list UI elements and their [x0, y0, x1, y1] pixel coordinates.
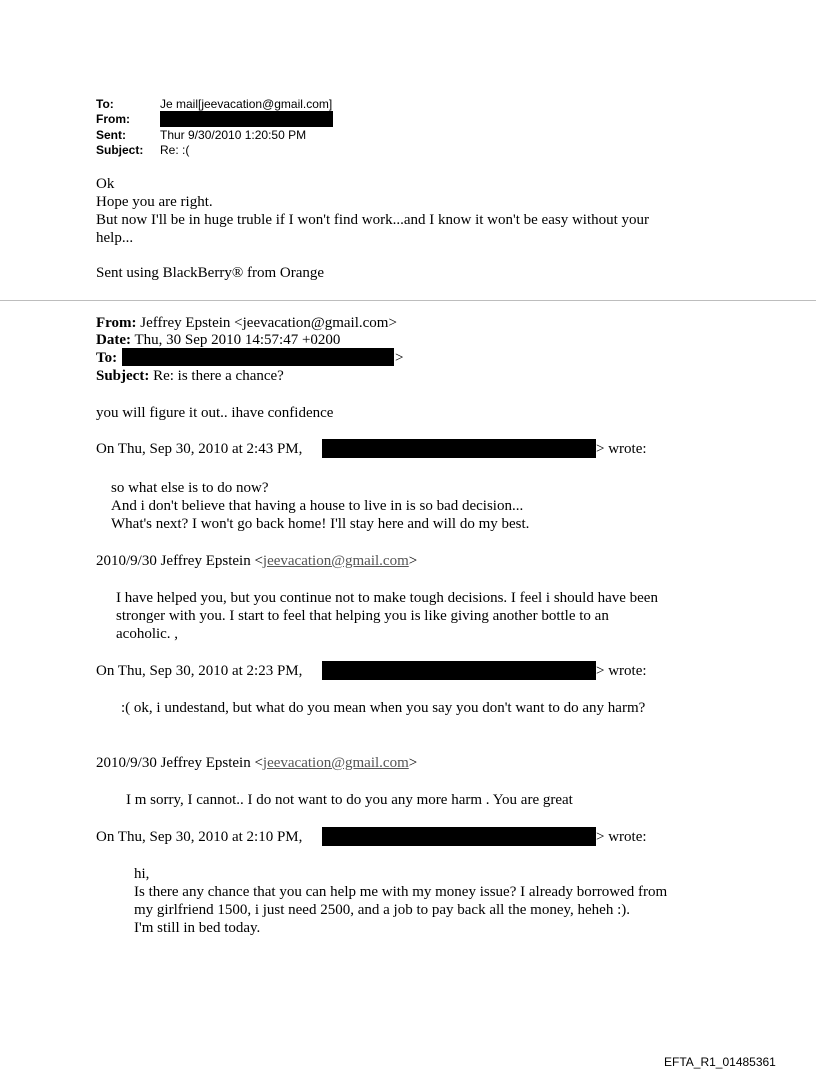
fwd-to-tail: >	[395, 350, 404, 366]
reply-line-1: Ok	[96, 176, 115, 192]
header-from-label: From:	[96, 112, 130, 126]
quote-5-line-2: Is there any chance that you can help me with my money issue? I already borrowed from	[134, 884, 668, 900]
header-sent-label: Sent:	[96, 128, 126, 142]
message-1: you will figure it out.. ihave confidence	[96, 405, 334, 421]
reply-line-4: help...	[96, 230, 134, 246]
quote-2-line-1: I have helped you, but you continue not to make tough decisions. I feel i should have been	[116, 590, 658, 606]
header-to-label: To:	[96, 97, 114, 111]
quote-2-line-2: stronger with you. I start to feel that helping you is like giving another bottle to an	[116, 608, 609, 624]
quote-4-line-1: I m sorry, I cannot.. I do not want to do you any more harm . You are great	[126, 792, 573, 808]
quote-2-line-3: acoholic. ,	[116, 626, 179, 642]
je-line-1: 2010/9/30 Jeffrey Epstein <jeevacation@gmail.com>	[96, 553, 418, 569]
quote-1-line-3: What's next? I won't go back home! I'll stay here and will do my best.	[111, 516, 530, 532]
on-line-3-wrote: > wrote:	[596, 829, 647, 845]
on-line-3-redaction	[322, 827, 596, 846]
fwd-to-redaction	[122, 348, 394, 366]
reply-line-3: But now I'll be in huge truble if I won't find work...and I know it won't be easy without your	[96, 212, 650, 228]
fwd-subject-value: Re: is there a chance?	[153, 368, 284, 384]
document-id: EFTA_R1_01485361	[664, 1055, 776, 1069]
header-subject-value: Re: :(	[160, 143, 190, 157]
quote-1-line-1: so what else is to do now?	[111, 480, 269, 496]
fwd-from: From: Jeffrey Epstein <jeevacation@gmail.com>	[96, 315, 397, 331]
je-email-link-2[interactable]: jeevacation@gmail.com	[262, 755, 409, 771]
reply-line-2: Hope you are right.	[96, 194, 213, 210]
quote-5-line-4: I'm still in bed today.	[134, 920, 261, 936]
on-line-1-redaction	[322, 439, 596, 458]
fwd-to: To:	[96, 350, 118, 366]
fwd-subject: Subject: Re: is there a chance?	[96, 368, 284, 384]
on-line-3-prefix: On Thu, Sep 30, 2010 at 2:10 PM,	[96, 829, 303, 845]
on-line-2-redaction	[322, 661, 596, 680]
header-sent-value: Thur 9/30/2010 1:20:50 PM	[160, 128, 307, 142]
on-line-1-prefix: On Thu, Sep 30, 2010 at 2:43 PM,	[96, 441, 303, 457]
je-email-link-1[interactable]: jeevacation@gmail.com	[262, 553, 409, 569]
on-line-1-wrote: > wrote:	[596, 441, 647, 457]
on-line-2-wrote: > wrote:	[596, 663, 647, 679]
separator-rule	[0, 300, 816, 301]
fwd-date-value: Thu, 30 Sep 2010 14:57:47 +0200	[134, 332, 341, 348]
header-from-redaction	[160, 111, 333, 127]
quote-5-line-1: hi,	[134, 866, 150, 882]
fwd-from-value: Jeffrey Epstein <jeevacation@gmail.com>	[140, 315, 397, 331]
quote-1-line-2: And i don't believe that having a house to live in is so bad decision...	[111, 498, 524, 514]
on-line-2-prefix: On Thu, Sep 30, 2010 at 2:23 PM,	[96, 663, 303, 679]
je-line-2: 2010/9/30 Jeffrey Epstein <jeevacation@gmail.com>	[96, 755, 418, 771]
header-subject-label: Subject:	[96, 143, 144, 157]
quote-3-line-1: :( ok, i undestand, but what do you mean when you say you don't want to do any harm?	[121, 700, 646, 716]
reply-signature: Sent using BlackBerry® from Orange	[96, 265, 325, 281]
fwd-date: Date: Thu, 30 Sep 2010 14:57:47 +0200	[96, 332, 341, 348]
quote-5-line-3: my girlfriend 1500, i just need 2500, and a job to pay back all the money, heheh :).	[134, 902, 630, 918]
header-to-value: Je mail[jeevacation@gmail.com]	[160, 97, 333, 111]
